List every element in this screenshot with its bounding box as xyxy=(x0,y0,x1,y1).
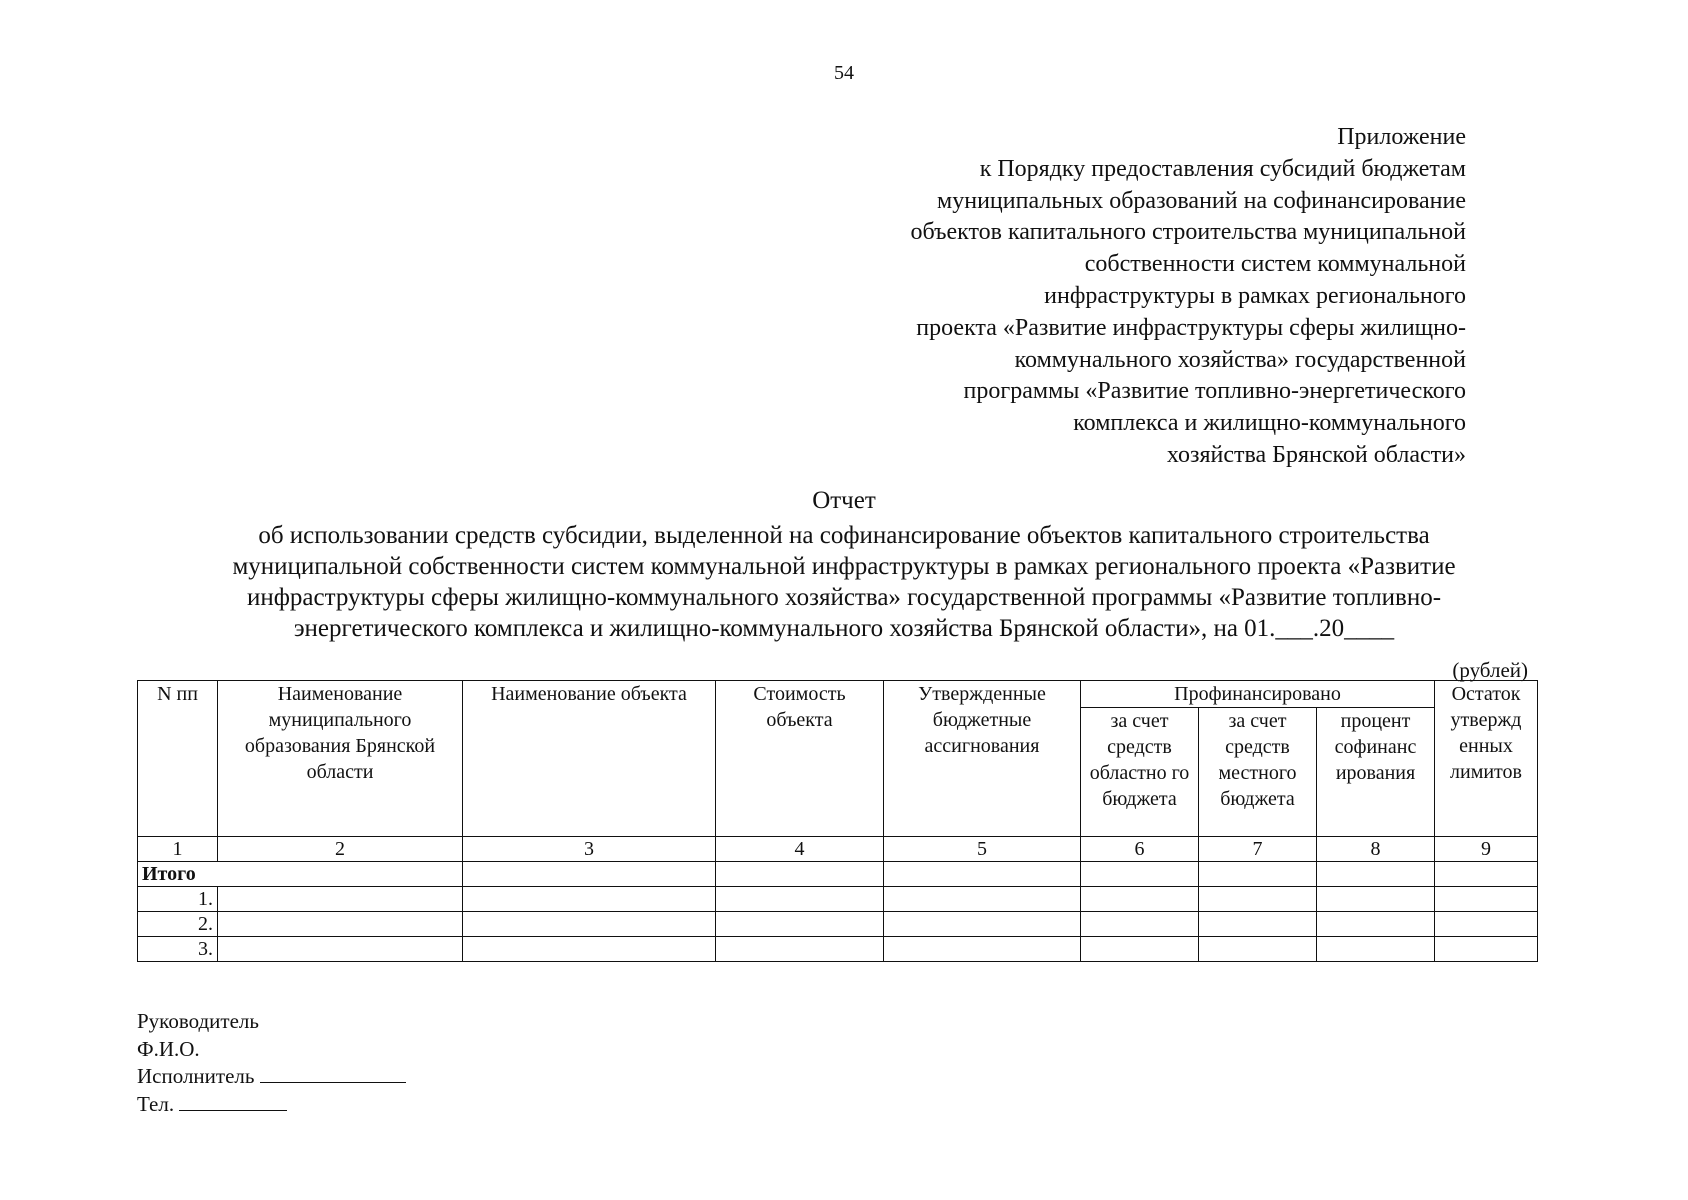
table-row xyxy=(138,887,1538,912)
signature-executor-row xyxy=(137,1063,406,1091)
table-cell xyxy=(218,887,463,912)
table-cell xyxy=(884,862,1081,887)
table-cell xyxy=(884,887,1081,912)
table-cell xyxy=(218,937,463,962)
report-table xyxy=(137,680,1538,962)
table-cell xyxy=(1435,862,1538,887)
appendix-line: комплекса и жилищно-коммунального xyxy=(1073,410,1466,437)
appendix-line: программы «Развитие топливно-энергетического xyxy=(963,378,1466,405)
appendix-line: к Порядку предоставления субсидий бюджетам xyxy=(979,155,1466,182)
appendix-line: Приложение xyxy=(1337,124,1466,150)
report-title: Отчет xyxy=(812,487,876,514)
table-cell xyxy=(1435,887,1538,912)
table-cell xyxy=(716,937,884,962)
table-cell xyxy=(1435,937,1538,962)
table-cell xyxy=(463,887,716,912)
header-object-cost: Стоимость объекта xyxy=(716,681,884,837)
executor-signature-line xyxy=(260,1064,406,1083)
header-n-pp: N пп xyxy=(138,681,218,837)
signature-fio: Ф.И.О. xyxy=(137,1036,200,1061)
appendix-line: собственности систем коммунальной xyxy=(1084,251,1466,278)
table-cell xyxy=(463,862,716,887)
table-cell xyxy=(463,912,716,937)
appendix-line: проекта «Развитие инфраструктуры сферы жилищно- xyxy=(916,314,1466,341)
row-index: 3. xyxy=(138,937,218,962)
table-cell xyxy=(1081,862,1199,887)
table-cell xyxy=(1317,937,1435,962)
table-cell xyxy=(1081,887,1199,912)
header-local-budget: за счет средств местного бюджета xyxy=(1199,708,1317,837)
report-subtitle-line: об использовании средств субсидии, выделенной на софинансирование объектов капитального строительства xyxy=(258,522,1430,549)
table-cell xyxy=(1317,862,1435,887)
column-number: 7 xyxy=(1199,837,1317,862)
signature-phone-label: Тел. xyxy=(137,1091,175,1116)
row-index: 1. xyxy=(138,887,218,912)
report-subtitle-line: энергетического комплекса и жилищно-коммунального хозяйства Брянской области», на 01.___.20____ xyxy=(293,615,1395,642)
column-number: 4 xyxy=(716,837,884,862)
table-cell xyxy=(1199,912,1317,937)
column-number: 1 xyxy=(138,837,218,862)
table-row xyxy=(138,912,1538,937)
row-index: 2. xyxy=(138,912,218,937)
column-number: 6 xyxy=(1081,837,1199,862)
column-number: 2 xyxy=(218,837,463,862)
appendix-line: хозяйства Брянской области» xyxy=(1166,441,1466,468)
table-cell xyxy=(1199,937,1317,962)
table-row xyxy=(138,937,1538,962)
header-budget-allocations: Утвержденные бюджетные ассигнования xyxy=(884,681,1081,837)
units-label: (рублей) xyxy=(1452,658,1528,682)
header-financed-group: Профинансировано xyxy=(1081,681,1435,708)
table-cell xyxy=(463,937,716,962)
report-subtitle xyxy=(150,520,1538,644)
table-cell xyxy=(1199,887,1317,912)
header-municipality: Наименование муниципального образования Брянской области xyxy=(218,681,463,837)
column-number: 8 xyxy=(1317,837,1435,862)
signature-executor-label: Исполнитель xyxy=(137,1064,255,1088)
signature-block xyxy=(137,1008,406,1118)
header-remaining-limits: Остаток утвержд енных лимитов xyxy=(1435,681,1538,837)
column-number: 9 xyxy=(1435,837,1538,862)
table-cell xyxy=(1199,862,1317,887)
table-cell xyxy=(716,887,884,912)
header-object-name: Наименование объекта xyxy=(463,681,716,837)
total-row xyxy=(138,862,1538,887)
header-regional-budget: за счет средств областно го бюджета xyxy=(1081,708,1199,837)
table-cell xyxy=(716,862,884,887)
header-cofinancing-percent: процент софинанс ирования xyxy=(1317,708,1435,837)
table-cell xyxy=(1081,937,1199,962)
appendix-header xyxy=(706,122,1466,472)
appendix-line: объектов капитального строительства муниципальной xyxy=(910,219,1466,246)
total-label: Итого xyxy=(138,862,463,887)
table-cell xyxy=(1317,912,1435,937)
column-number: 3 xyxy=(463,837,716,862)
appendix-line: муниципальных образований на софинансирование xyxy=(937,187,1466,214)
table-cell xyxy=(1435,912,1538,937)
table-cell xyxy=(1081,912,1199,937)
table-cell xyxy=(884,937,1081,962)
phone-line xyxy=(179,1092,287,1111)
table-cell xyxy=(884,912,1081,937)
signature-phone-row xyxy=(137,1091,406,1119)
report-subtitle-line: инфраструктуры сферы жилищно-коммунального хозяйства» государственной программы «Развитие топливно- xyxy=(246,584,1442,611)
column-number: 5 xyxy=(884,837,1081,862)
page-number: 54 xyxy=(834,62,854,84)
table-cell xyxy=(716,912,884,937)
signature-head: Руководитель xyxy=(137,1009,259,1033)
table-cell xyxy=(218,912,463,937)
appendix-line: коммунального хозяйства» государственной xyxy=(1014,346,1466,373)
table-cell xyxy=(1317,887,1435,912)
appendix-line: инфраструктуры в рамках регионального xyxy=(1044,282,1466,309)
report-subtitle-line: муниципальной собственности систем коммунальной инфраструктуры в рамках регионального проекта «Развитие xyxy=(232,553,1456,580)
